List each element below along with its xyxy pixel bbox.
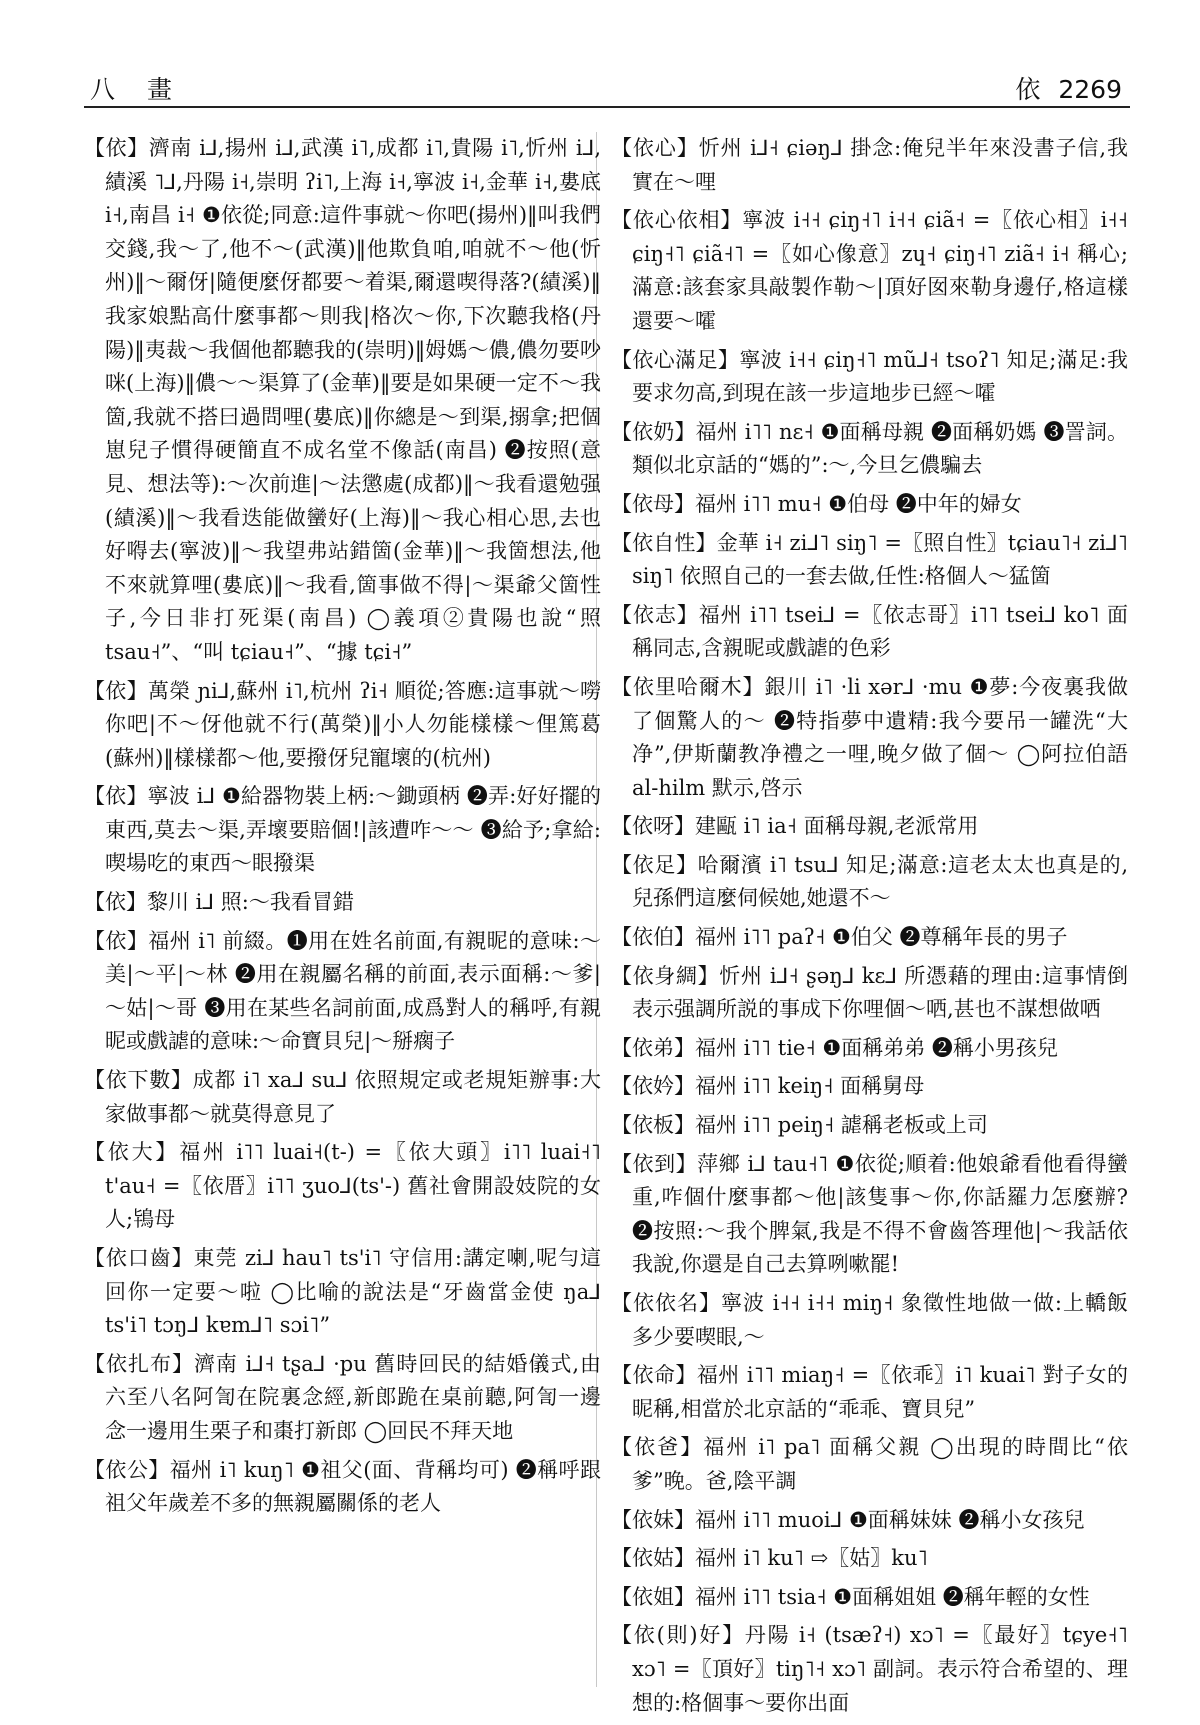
dictionary-entry: 【依心】忻州 i⅃˧ ɕiəŋ⅃ 掛念:俺兒半年來没書子信,我實在～哩 xyxy=(611,136,1128,194)
dictionary-entry: 【依妹】福州 i˥˥ muoi⅃ ❶面稱妹妹 ❷稱小女孩兒 xyxy=(611,1507,1085,1532)
dictionary-entry: 【依呀】建甌 i˥ ia˧ 面稱母親,老派常用 xyxy=(611,814,979,839)
dictionary-entry: 【依足】哈爾濱 i˥ tsu⅃ 知足;滿意:這老太太也真是的,兒孫們這麼伺候她,她還不～ xyxy=(611,852,1128,911)
dictionary-entry: 【依身綢】忻州 i⅃˧ ʂəŋ⅃ kɛ⅃ 所憑藉的理由:這事情倒表示强調所説的事成下你哩個～哂,甚也不謀想做哂 xyxy=(611,963,1128,1022)
dictionary-entry: 【依口齒】東莞 zi⅃ hau˥ ts'i˥ 守信用:講定喇,呢勻這回你一定要～啦 ◯比喻的說法是“牙齒當金使 ŋa⅃ ts'i˥ tɔŋ⅃ kɐm⅃˥ sɔi˥” xyxy=(84,1246,601,1338)
dictionary-entry: 【依姐】福州 i˥˥ tsia˧ ❶面稱姐姐 ❷稱年輕的女性 xyxy=(611,1584,1090,1609)
section-title: 八 畫 xyxy=(90,75,184,104)
dictionary-entry: 【依扎布】濟南 i⅃˧ tʂa⅃ ·pu 舊時回民的結婚儀式,由六至八名阿訇在院裏念經,新郎跪在桌前聽,阿訇一邊念一邊用生栗子和棗打新郎 ◯回民不拜天地 xyxy=(84,1351,601,1443)
dictionary-entry: 【依下數】成都 i˥ xa⅃ su⅃ 依照規定或老規矩辦事:大家做事都～就莫得意見了 xyxy=(84,1068,601,1126)
dictionary-entry: 【依妗】福州 i˥˥ keiŋ˧ 面稱舅母 xyxy=(611,1074,925,1099)
dictionary-entry: 【依】寧波 i⅃ ❶給器物裝上柄:～鋤頭柄 ❷弄:好好擺的東西,莫去～渠,弄壞要賠個!|該遭咋～～ ❸給予;拿給:喫場吃的東西～眼撥渠 xyxy=(84,784,601,876)
dictionary-entry: 【依母】福州 i˥˥ mu˧ ❶伯母 ❷中年的婦女 xyxy=(611,491,1022,516)
dictionary-entry: 【依伯】福州 i˥˥ paʔ˧ ❶伯父 ❷尊稱年長的男子 xyxy=(611,925,1068,950)
dictionary-entry: 【依公】福州 i˥ kuŋ˥ ❶祖父(面、背稱均可) ❷稱呼跟祖父年歲差不多的無親屬關係的老人 xyxy=(84,1457,601,1516)
dictionary-entry: 【依自性】金華 i˧ zi⅃˥ siŋ˥ =〖照自性〗tɕiau˥˧ zi⅃˥ siŋ˥ 依照自己的一套去做,任性:格個人～猛箇 xyxy=(611,530,1128,589)
dictionary-entry: 【依弟】福州 i˥˥ tie˧ ❶面稱弟弟 ❷稱小男孩兒 xyxy=(611,1035,1058,1060)
dictionary-entry: 【依奶】福州 i˥˥ nɛ˧ ❶面稱母親 ❷面稱奶媽 ❸詈詞。類似北京話的“媽的”:～,今旦乞儂騙去 xyxy=(611,419,1128,478)
right-column xyxy=(611,132,1128,1725)
dictionary-entry: 【依依名】寧波 i˧˧ i˧˧ miŋ˧ 象徵性地做一做:上轎飯多少要喫眼,～ xyxy=(611,1291,1128,1349)
dictionary-entry: 【依】濟南 i⅃,揚州 i⅃,武漢 i˥,成都 i˥,貴陽 i˥,忻州 i⅃,績溪 ˥⅃,丹陽 i˧,崇明 ʔi˥,上海 i˧,寧波 i˧,金華 i˧,婁底 i˧,南昌 i˧ ❶依從;同意:這件事就～你吧(揚州)‖叫我們交錢,我～了,他不～(武漢)‖他欺負咱,咱就不～他(忻州)‖～爾伢|隨便麼伢都要～着渠,爾還喫得落?(績溪)‖我家娘點高什麼事都～則我|格次～你,下次聽我格(丹陽)‖夷裁～我個他都聽我的(崇明)‖姆媽～儂,儂勿要吵咪(上海)‖儂～～渠算了(金華)‖要是如果硬一定不～我箇,我就不搭曰過問哩(婁底)‖你總是～到渠,搦拿;把個崽兒子慣得硬簡直不成名堂不像話(南昌) ❷按照(意見、想法等):～次前進|～法懲處(成都)‖～我看還勉强(績溪)‖～我看迭能做蠻好(上海)‖～我心相心思,去也好嘚去(寧波)‖～我望弗站錯箇(金華)‖～我箇想法,他不來就算哩(婁底)‖～我看,箇事做不得|～渠爺父箇性子,今日非打死渠(南昌) ◯義項②貴陽也說“照 tsau˧”、“叫 tɕiau˧”、“據 tɕi˧” xyxy=(84,136,601,664)
dictionary-entry: 【依命】福州 i˥˥ miaŋ˧ =〖依乖〗i˥ kuai˥ 對子女的昵稱,相當於北京話的“乖乖、寶貝兒” xyxy=(611,1363,1128,1421)
dictionary-entry: 【依心依相】寧波 i˧˧ ɕiŋ˧˥ i˧˧ ɕiã˧ =〖依心相〗i˧˧ ɕiŋ˧˥ ɕiã˧˥ =〖如心像意〗zɥ˧ ɕiŋ˧˥ ziã˧ i˧ 稱心;滿意:該套家具敲製作勒～|頂好囡來勒身邊仔,格這樣還要～嚯 xyxy=(611,208,1128,333)
dictionary-entry: 【依(則)好】丹陽 i˧ (tsæʔ˧) xɔ˥ =〖最好〗tɕye˧˥ xɔ˥ =〖頂好〗tiŋ˥˧ xɔ˥ 副詞。表示符合希望的、理想的:格個事～要你出面 xyxy=(611,1623,1128,1715)
dictionary-entry: 【依】福州 i˥ 前綴。❶用在姓名前面,有親昵的意味:～美|～平|～林 ❷用在親屬名稱的前面,表示面稱:～爹|～姑|～哥 ❸用在某些名詞前面,成爲對人的稱呼,有親昵或戲謔的意味:～命寶貝兒|～掰瘸子 xyxy=(84,928,601,1054)
page-header xyxy=(84,66,1130,108)
dictionary-entry: 【依】萬榮 ɲi⅃,蘇州 i˥,杭州 ʔi˧ 順從;答應:這事就～嘮你吧|不～伢他就不行(萬榮)‖小人勿能樣樣～俚篤葛(蘇州)‖樣樣都～他,要撥伢兒寵壞的(杭州) xyxy=(84,678,601,770)
dictionary-entry: 【依】黎川 i⅃ 照:～我看冒錯 xyxy=(84,890,354,915)
left-column xyxy=(84,132,601,1526)
dictionary-entry: 【依里哈爾木】銀川 i˥ ·li xər⅃ ·mu ❶夢:今夜裏我做了個驚人的～ ❷特指夢中遺精:我今要吊一罐洗“大净”,伊斯蘭教净禮之一哩,晚夕做了個～ ◯阿拉伯語 al-hilm 默示,啓示 xyxy=(611,674,1128,800)
dictionary-entry: 【依大】福州 i˥˥ luai˧(t-) =〖依大頭〗i˥˥ luai˧˥ t'au˧ =〖依厝〗i˥˥ ʒuo⅃(ts'-) 舊社會開設妓院的女人;鴇母 xyxy=(84,1140,601,1232)
page-number: 2269 xyxy=(1058,75,1122,104)
dictionary-entry: 【依志】福州 i˥˥ tsei⅃ =〖依志哥〗i˥˥ tsei⅃ ko˥ 面稱同志,含親昵或戲謔的色彩 xyxy=(611,602,1128,661)
dictionary-entry: 【依到】萍鄉 i⅃ tau˧˥ ❶依從;順着:他娘爺看他看得蠻重,咋個什麼事都～他|該隻事～你,你話羅力怎麼辦? ❷按照:～我个脾氣,我是不得不會齒答理他|～我話依我說,你還是自己去算咧嗽罷! xyxy=(611,1151,1128,1277)
dictionary-entry: 【依心滿足】寧波 i˧˧ ɕiŋ˧˥ mũ⅃˧ tsoʔ˥ 知足;滿足:我要求勿高,到現在該一步這地步已經～嚯 xyxy=(611,347,1128,406)
page-header-right xyxy=(1015,70,1122,106)
dictionary-entry: 【依姑】福州 i˥ ku˥ ⇨〖姑〗ku˥ xyxy=(611,1546,928,1571)
dictionary-entry: 【依板】福州 i˥˥ peiŋ˧ 謔稱老板或上司 xyxy=(611,1113,988,1138)
dictionary-entry: 【依爸】福州 i˥ pa˥ 面稱父親 ◯出現的時間比“依爹”晚。爸,陰平調 xyxy=(611,1435,1128,1493)
header-character: 依 xyxy=(1015,75,1041,104)
